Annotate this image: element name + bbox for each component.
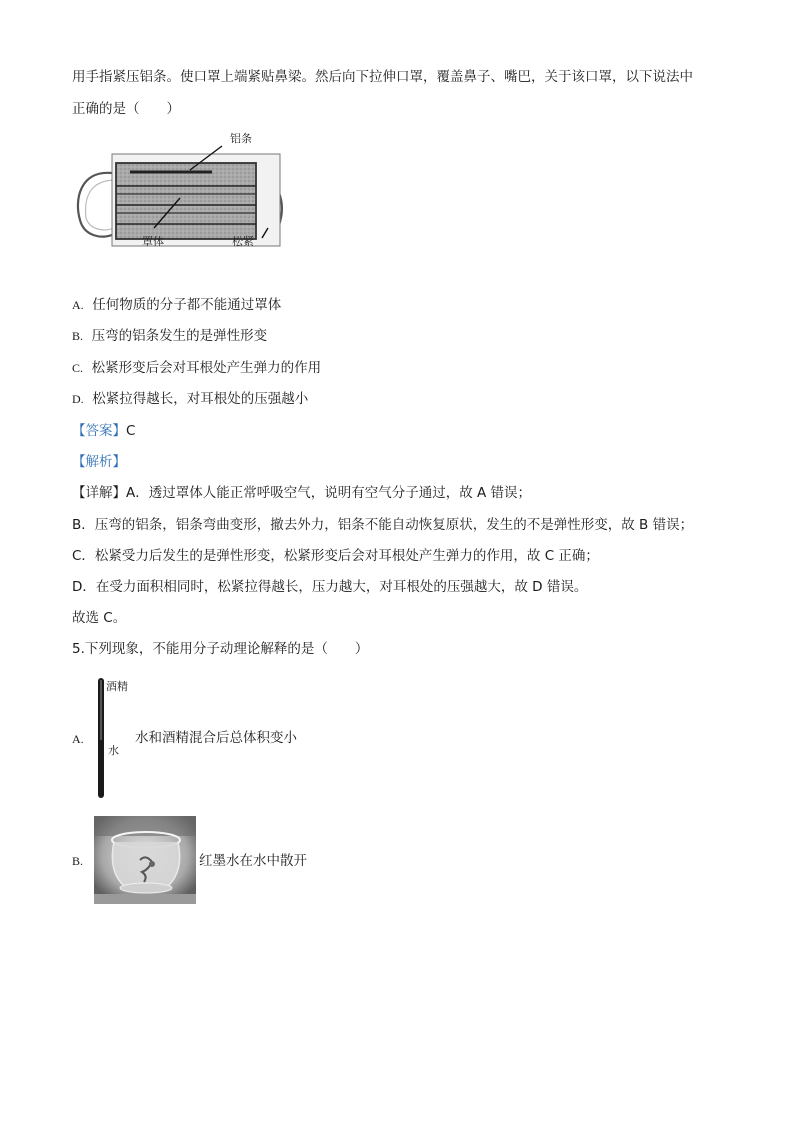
option-d bbox=[72, 389, 308, 409]
question-stem-line1: 用手指紧压铝条。使口罩上端紧贴鼻梁。然后向下拉伸口罩，覆盖鼻子、嘴巴，关于该口罩，以下说法中 bbox=[72, 69, 693, 85]
q5-option-b-letter bbox=[72, 851, 83, 871]
q5-option-b-text: 红墨水在水中散开 bbox=[199, 853, 307, 869]
option-text: 松紧拉得越长，对耳根处的压强越小 bbox=[92, 391, 309, 407]
detail-label: 【详解】 bbox=[72, 485, 126, 501]
option-letter: A. bbox=[72, 298, 84, 312]
detail-line-3: C．松紧受力后发生的是弹性形变，松紧形变后会对耳根处产生弹力的作用，故 C 正确； bbox=[72, 548, 599, 564]
option-text: 任何物质的分子都不能通过罩体 bbox=[92, 297, 282, 313]
mask-figure bbox=[72, 128, 287, 253]
tube-drawing bbox=[94, 676, 134, 802]
analysis-row bbox=[72, 452, 126, 472]
option-text: 压弯的铝条发生的是弹性形变 bbox=[91, 328, 268, 344]
label-water: 水 bbox=[108, 744, 119, 757]
option-a bbox=[72, 295, 281, 315]
beaker-drawing bbox=[94, 816, 196, 904]
option-letter: C. bbox=[72, 361, 84, 375]
answer-value: C bbox=[126, 423, 136, 439]
option-letter: B. bbox=[72, 329, 84, 343]
label-mask-body: 罩体 bbox=[142, 235, 164, 248]
answer-row bbox=[72, 421, 135, 441]
option-b bbox=[72, 326, 267, 346]
option-letter: D. bbox=[72, 392, 84, 406]
label-aluminum-strip: 铝条 bbox=[230, 132, 252, 145]
option-letter: A. bbox=[72, 732, 84, 746]
option-letter: B. bbox=[72, 854, 84, 868]
q5-option-a-letter bbox=[72, 729, 84, 749]
label-elastic-band: 松紧 bbox=[232, 235, 254, 248]
beaker-photo bbox=[94, 816, 196, 904]
answer-label: 【答案】 bbox=[72, 423, 126, 439]
q5-option-a-text: 水和酒精混合后总体积变小 bbox=[135, 730, 297, 746]
mask-drawing bbox=[72, 128, 287, 253]
question5-stem: 5.下列现象，不能用分子动理论解释的是（ ） bbox=[72, 641, 369, 657]
detail-line-2: B．压弯的铝条，铝条弯曲变形，撤去外力，铝条不能自动恢复原状，发生的不是弹性形变，故 B 错误； bbox=[72, 517, 694, 533]
conclusion: 故选 C。 bbox=[72, 610, 127, 626]
detail-line-1 bbox=[72, 483, 531, 503]
analysis-label: 【解析】 bbox=[72, 454, 126, 470]
detail-line-4: D．在受力面积相同时，松紧拉得越长，压力越大，对耳根处的压强越大，故 D 错误。 bbox=[72, 579, 588, 595]
detail-text: A．透过罩体人能正常呼吸空气，说明有空气分子通过，故 A 错误； bbox=[126, 485, 532, 501]
option-text: 松紧形变后会对耳根处产生弹力的作用 bbox=[91, 360, 322, 376]
option-c bbox=[72, 358, 321, 378]
tube-figure bbox=[94, 676, 134, 802]
question-stem-line2: 正确的是（ ） bbox=[72, 101, 180, 117]
label-alcohol: 酒精 bbox=[106, 680, 128, 693]
